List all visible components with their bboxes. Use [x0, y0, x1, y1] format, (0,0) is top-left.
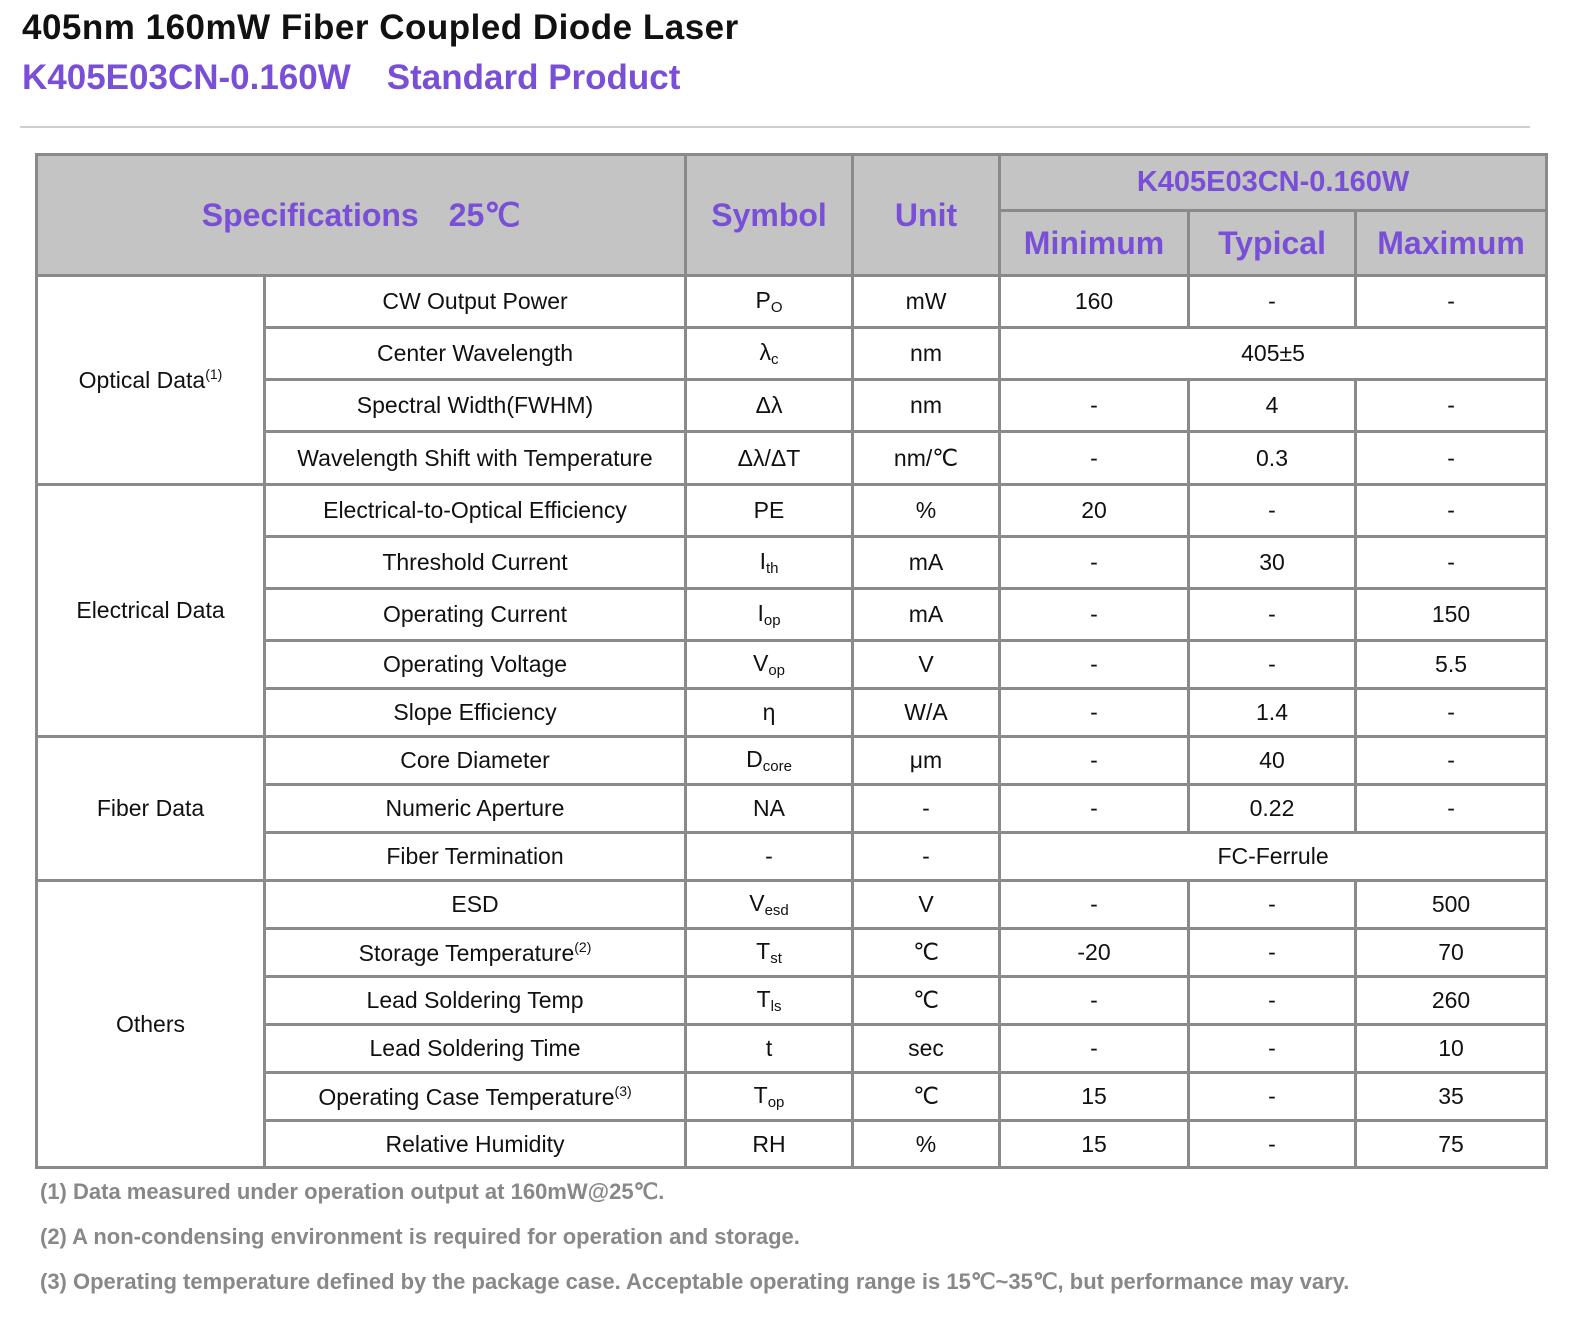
max-value-cell: - [1356, 380, 1547, 432]
max-value-cell: - [1356, 785, 1547, 833]
max-value-cell: - [1356, 276, 1547, 328]
min-value-cell: 20 [1000, 485, 1189, 537]
min-value-cell: - [1000, 689, 1189, 737]
spec-name: Threshold Current [265, 537, 686, 589]
min-value-cell: - [1000, 380, 1189, 432]
min-value-cell: - [1000, 641, 1189, 689]
max-value-cell: 10 [1356, 1025, 1547, 1073]
spec-name: Electrical-to-Optical Efficiency [265, 485, 686, 537]
spec-name: Wavelength Shift with Temperature [265, 432, 686, 485]
table-row [37, 881, 1547, 929]
symbol-cell: $V_{op}$ [686, 641, 853, 689]
spec-name: Center Wavelength [265, 328, 686, 380]
min-value-cell: - [1000, 1025, 1189, 1073]
typ-value-cell: - [1189, 977, 1356, 1025]
symbol-cell: Δλ [686, 380, 853, 432]
model-header: K405E03CN-0.160W [1000, 155, 1547, 211]
max-value-cell: - [1356, 485, 1547, 537]
spec-name: CW Output Power [265, 276, 686, 328]
spec-name: Spectral Width(FWHM) [265, 380, 686, 432]
spec-name: Relative Humidity [265, 1121, 686, 1168]
unit-cell: - [853, 785, 1000, 833]
symbol-cell: NA [686, 785, 853, 833]
unit-cell: mW [853, 276, 1000, 328]
spec-name: ESD [265, 881, 686, 929]
table-row [37, 737, 1547, 785]
min-value-cell: - [1000, 737, 1189, 785]
model-number: K405E03CN-0.160W [22, 58, 351, 97]
max-value-cell: - [1356, 432, 1547, 485]
unit-cell: W/A [853, 689, 1000, 737]
unit-cell: V [853, 641, 1000, 689]
symbol-cell: $D_{core}$ [686, 737, 853, 785]
header-divider [20, 126, 1530, 128]
max-value-cell: 35 [1356, 1073, 1547, 1121]
max-value-cell: - [1356, 737, 1547, 785]
spec-name: Operating Current [265, 589, 686, 641]
unit-cell: ℃ [853, 977, 1000, 1025]
unit-cell: nm/℃ [853, 432, 1000, 485]
min-value-cell: 160 [1000, 276, 1189, 328]
spec-name: Core Diameter [265, 737, 686, 785]
typical-header: Typical [1189, 211, 1356, 276]
symbol-cell: PE [686, 485, 853, 537]
unit-header: Unit [853, 155, 1000, 276]
footnote-3: (3) Operating temperature defined by the package case. Acceptable operating range is 15℃~35℃, but performance may vary. [40, 1269, 1350, 1294]
spec-table [35, 153, 1548, 1169]
typ-value-cell: - [1189, 1121, 1356, 1168]
typ-value-cell: - [1189, 929, 1356, 977]
typ-value-cell: 0.22 [1189, 785, 1356, 833]
symbol-cell: $T_{ls}$ [686, 977, 853, 1025]
max-value-cell: 75 [1356, 1121, 1547, 1168]
unit-cell: - [853, 833, 1000, 881]
symbol-cell: $I_{op}$ [686, 589, 853, 641]
max-value-cell: - [1356, 689, 1547, 737]
typ-value-cell: - [1189, 881, 1356, 929]
max-value-cell: - [1356, 537, 1547, 589]
spec-name: Slope Efficiency [265, 689, 686, 737]
min-value-cell: - [1000, 432, 1189, 485]
table-row [37, 485, 1547, 537]
unit-cell: ℃ [853, 929, 1000, 977]
spec-name: Operating Case Temperature$^{(3)}$ [265, 1073, 686, 1121]
category-electrical: Electrical Data [37, 485, 265, 737]
min-value-cell: -20 [1000, 929, 1189, 977]
max-value-cell: 260 [1356, 977, 1547, 1025]
typ-value-cell: 40 [1189, 737, 1356, 785]
typ-value-cell: 0.3 [1189, 432, 1356, 485]
page-title: 405nm 160mW Fiber Coupled Diode Laser [22, 8, 739, 47]
category-fiber: Fiber Data [37, 737, 265, 881]
symbol-cell: RH [686, 1121, 853, 1168]
footnote-1: (1) Data measured under operation output at 160mW@25℃. [40, 1179, 665, 1204]
footnotes [40, 1176, 1349, 1311]
unit-cell: % [853, 485, 1000, 537]
symbol-cell: η [686, 689, 853, 737]
symbol-header: Symbol [686, 155, 853, 276]
typ-value-cell: 4 [1189, 380, 1356, 432]
typ-value-cell: - [1189, 1025, 1356, 1073]
symbol-cell: $T_{st}$ [686, 929, 853, 977]
typ-value-cell: - [1189, 589, 1356, 641]
spec-name: Fiber Termination [265, 833, 686, 881]
spec-name: Storage Temperature$^{(2)}$ [265, 929, 686, 977]
max-value-cell: 150 [1356, 589, 1547, 641]
max-value-cell: 70 [1356, 929, 1547, 977]
product-subtitle [22, 58, 680, 98]
minimum-header: Minimum [1000, 211, 1189, 276]
symbol-cell: $P_O$ [686, 276, 853, 328]
typ-value-cell: - [1189, 276, 1356, 328]
unit-cell: ℃ [853, 1073, 1000, 1121]
max-value-cell: 5.5 [1356, 641, 1547, 689]
typ-value-cell: 30 [1189, 537, 1356, 589]
product-type: Standard Product [386, 58, 681, 97]
category-optical: Optical Data$^{(1)}$ [37, 276, 265, 485]
spec-name: Numeric Aperture [265, 785, 686, 833]
unit-cell: μm [853, 737, 1000, 785]
table-row [37, 276, 1547, 328]
symbol-cell: $T_{op}$ [686, 1073, 853, 1121]
unit-cell: mA [853, 589, 1000, 641]
spec-name: Operating Voltage [265, 641, 686, 689]
value-span-cell: 405±5 [1000, 328, 1547, 380]
spec-name: Lead Soldering Temp [265, 977, 686, 1025]
specifications-header: Specifications 25℃ [37, 155, 686, 276]
unit-cell: nm [853, 328, 1000, 380]
symbol-cell: $V_{esd}$ [686, 881, 853, 929]
unit-cell: nm [853, 380, 1000, 432]
spec-name: Lead Soldering Time [265, 1025, 686, 1073]
symbol-cell: - [686, 833, 853, 881]
maximum-header: Maximum [1356, 211, 1547, 276]
min-value-cell: - [1000, 537, 1189, 589]
spec-table-body [37, 276, 1547, 1168]
unit-cell: mA [853, 537, 1000, 589]
symbol-cell: t [686, 1025, 853, 1073]
typ-value-cell: - [1189, 1073, 1356, 1121]
category-others: Others [37, 881, 265, 1168]
typ-value-cell: - [1189, 485, 1356, 537]
max-value-cell: 500 [1356, 881, 1547, 929]
min-value-cell: 15 [1000, 1121, 1189, 1168]
symbol-cell: Δλ/ΔT [686, 432, 853, 485]
symbol-cell: $\lambda_c$ [686, 328, 853, 380]
unit-cell: V [853, 881, 1000, 929]
min-value-cell: 15 [1000, 1073, 1189, 1121]
typ-value-cell: 1.4 [1189, 689, 1356, 737]
typ-value-cell: - [1189, 641, 1356, 689]
min-value-cell: - [1000, 589, 1189, 641]
symbol-cell: $I_{th}$ [686, 537, 853, 589]
footnote-2: (2) A non-condensing environment is required for operation and storage. [40, 1224, 800, 1249]
min-value-cell: - [1000, 881, 1189, 929]
min-value-cell: - [1000, 785, 1189, 833]
unit-cell: % [853, 1121, 1000, 1168]
value-span-cell: FC-Ferrule [1000, 833, 1547, 881]
unit-cell: sec [853, 1025, 1000, 1073]
min-value-cell: - [1000, 977, 1189, 1025]
